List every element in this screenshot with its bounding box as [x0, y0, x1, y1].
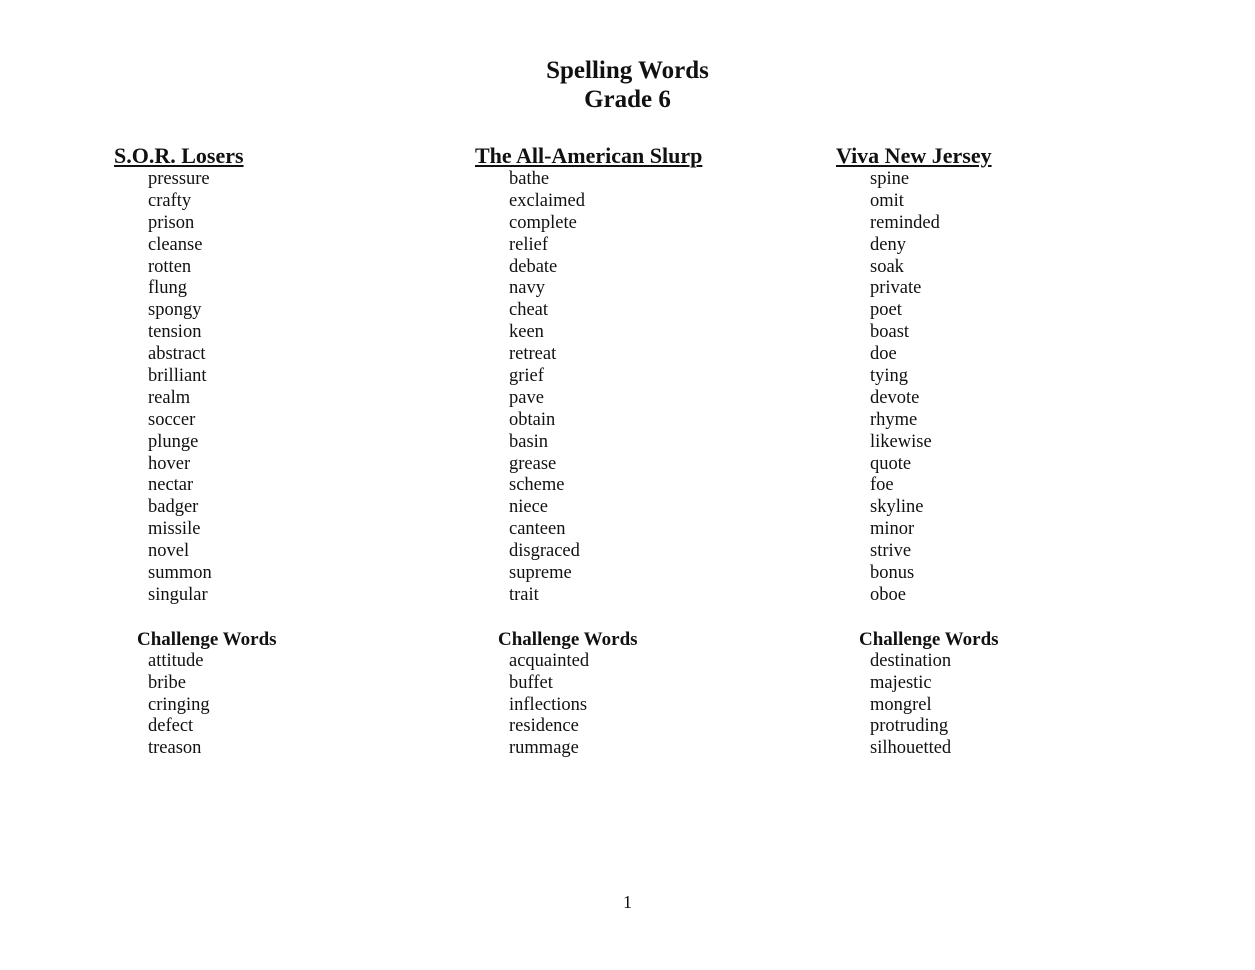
spelling-word: basin [509, 431, 549, 452]
spelling-word: foe [870, 475, 894, 496]
spelling-word: pressure [148, 169, 210, 189]
spelling-word: summon [148, 563, 212, 584]
spelling-word: minor [870, 519, 915, 540]
spelling-word: oboe [870, 584, 906, 605]
spelling-word: devote [870, 387, 920, 408]
spelling-word: plunge [148, 431, 199, 452]
spelling-word: niece [509, 497, 549, 518]
spelling-word: missile [148, 519, 201, 540]
page-number: 1 [623, 892, 632, 912]
spelling-word: obtain [509, 409, 556, 430]
document-title: Spelling Words [546, 57, 709, 84]
column-heading: Viva New Jersey [836, 143, 992, 168]
challenge-heading: Challenge Words [859, 628, 999, 650]
challenge-word: buffet [509, 672, 553, 693]
challenge-word: acquainted [509, 650, 590, 671]
challenge-word: mongrel [870, 694, 932, 715]
spelling-word: trait [509, 584, 539, 605]
spelling-word: bathe [509, 169, 550, 189]
word-list [836, 169, 1136, 607]
spelling-word: prison [148, 212, 195, 233]
spelling-word: rhyme [870, 409, 918, 430]
spelling-word: soccer [148, 409, 196, 430]
spelling-word: badger [148, 497, 199, 518]
spelling-word: keen [509, 322, 544, 343]
challenge-word: bribe [148, 672, 187, 693]
spelling-word: bonus [870, 563, 915, 584]
spelling-word: complete [509, 212, 577, 233]
spelling-word: reminded [870, 212, 940, 233]
challenge-heading: Challenge Words [137, 628, 277, 650]
challenge-word-list [475, 651, 775, 760]
spelling-word: strive [870, 541, 912, 562]
challenge-word: cringing [148, 694, 210, 715]
spelling-word: realm [148, 387, 191, 408]
challenge-word: protruding [870, 716, 949, 737]
spelling-word: likewise [870, 431, 932, 452]
spelling-word: omit [870, 190, 904, 211]
spelling-word: hover [148, 453, 191, 474]
column-viva-new-jersey [836, 143, 1136, 760]
spelling-word: canteen [509, 519, 566, 540]
column-all-american-slurp [475, 143, 775, 760]
challenge-word: defect [148, 716, 194, 737]
spelling-word: skyline [870, 497, 924, 518]
spelling-word: brilliant [148, 366, 207, 387]
spelling-word: cleanse [148, 234, 203, 255]
spelling-word: novel [148, 541, 190, 562]
challenge-word: attitude [148, 650, 204, 671]
challenge-word-list [114, 651, 414, 760]
spelling-word: boast [870, 322, 910, 343]
spelling-word: cheat [509, 300, 549, 321]
challenge-word: inflections [509, 694, 588, 715]
spelling-word: supreme [509, 563, 572, 584]
challenge-word: majestic [870, 672, 932, 693]
spelling-word: grief [509, 366, 544, 387]
spelling-word: scheme [509, 475, 565, 496]
challenge-heading: Challenge Words [498, 628, 638, 650]
spelling-word: soak [870, 256, 904, 277]
challenge-word: rummage [509, 738, 579, 759]
word-list [114, 169, 414, 607]
column-heading: S.O.R. Losers [114, 143, 244, 168]
document-title-block [0, 56, 1255, 114]
spelling-word: singular [148, 584, 208, 605]
challenge-word: treason [148, 738, 202, 759]
spelling-word: rotten [148, 256, 192, 277]
spelling-word: crafty [148, 190, 192, 211]
spelling-word: disgraced [509, 541, 580, 562]
spelling-word: quote [870, 453, 912, 474]
spelling-word: grease [509, 453, 557, 474]
challenge-word-list [836, 651, 1136, 760]
document-subtitle: Grade 6 [584, 86, 671, 113]
spelling-word: abstract [148, 344, 206, 365]
word-list [475, 169, 775, 607]
challenge-word: residence [509, 716, 579, 737]
spelling-word: poet [870, 300, 902, 321]
spelling-word: spongy [148, 300, 202, 321]
challenge-word: destination [870, 650, 952, 671]
challenge-word: silhouetted [870, 738, 952, 759]
column-sor-losers [114, 143, 414, 760]
spelling-word: exclaimed [509, 190, 586, 211]
spelling-word: pave [509, 387, 544, 408]
spelling-word: tying [870, 366, 909, 387]
spelling-word: tension [148, 322, 202, 343]
spelling-word: private [870, 278, 922, 299]
spelling-word: nectar [148, 475, 194, 496]
spelling-word: retreat [509, 344, 557, 365]
spelling-word: spine [870, 169, 910, 189]
column-heading: The All-American Slurp [475, 143, 703, 168]
spelling-word: debate [509, 256, 558, 277]
spelling-word: relief [509, 234, 549, 255]
spelling-word: navy [509, 278, 545, 299]
spelling-word: deny [870, 234, 906, 255]
spelling-word: doe [870, 344, 897, 365]
spelling-word: flung [148, 278, 188, 299]
